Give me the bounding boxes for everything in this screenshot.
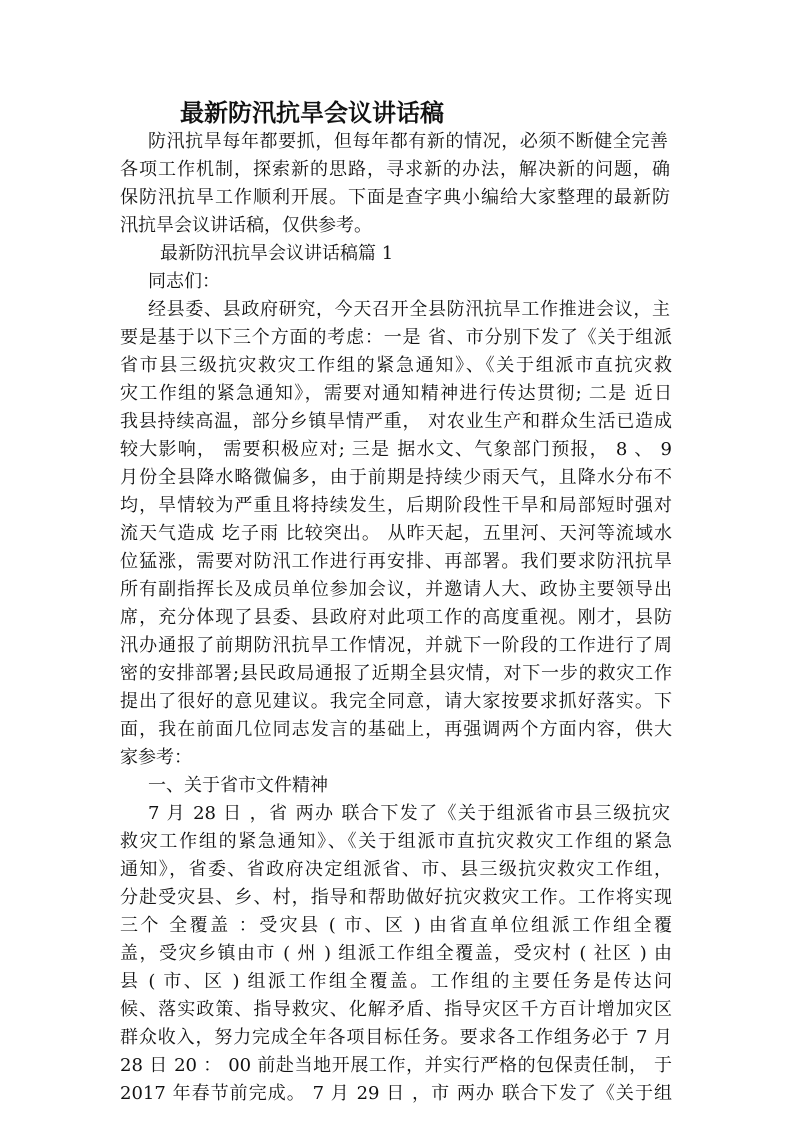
body-text-line: 同志们： [148,271,220,292]
body-text-line: 提出了很好的意见建议。我完全同意，请大家按要求抓好落实。下 [120,691,672,712]
body-text-line: 候、落实政策、指导救灾、化解矛盾、指导灾区千方百计增加灾区 [120,999,672,1020]
body-text-line: 保防汛抗旱工作顺利开展。下面是查字典小编给大家整理的最新防 [120,187,670,208]
body-text-line: 密的安排部署;县民政局通报了近期全县灾情，对下一步的救灾工作 [120,663,672,684]
body-text-line: 盖，受灾乡镇由市 ( 州 ) 组派工作组全覆盖，受灾村 ( 社区 ) 由 [120,943,672,964]
body-text-line: 三个 全覆盖 ：受灾县 ( 市、区 ) 由省直单位组派工作组全覆 [120,915,672,936]
body-text-line: 7 月 28 日 ，省 两办 联合下发了《关于组派省市县三级抗灾 [148,803,670,824]
body-text-line: 救灾工作组的紧急通知》、《关于组派市直抗灾救灾工作组的紧急 [120,831,672,852]
document-title: 最新防汛抗旱会议讲话稿 [180,98,444,127]
body-text-line: 最新防汛抗旱会议讲话稿篇 1 [160,243,394,264]
body-text-line: 省市县三级抗灾救灾工作组的紧急通知》、《关于组派市直抗灾救 [120,355,672,376]
body-text-line: 通知》，省委、省政府决定组派省、市、县三级抗灾救灾工作组， [120,859,672,880]
body-text-line: 面，我在前面几位同志发言的基础上，再强调两个方面内容，供大 [120,719,672,740]
body-text-line: 均，旱情较为严重且将持续发生，后期阶段性干旱和局部短时强对 [120,495,672,516]
body-text-line: 要是基于以下三个方面的考虑：一是 省、市分别下发了《关于组派 [120,327,672,348]
body-text-line: 家参考： [120,747,192,768]
body-text-line: 一、关于省市文件精神 [148,775,328,796]
body-text-line: 群众收入，努力完成全年各项目标任务。要求各工作组务必于 7 月 [120,1027,672,1048]
body-text-line: 各项工作机制，探索新的思路，寻求新的办法，解决新的问题，确 [120,159,670,180]
body-text-line: 位猛涨，需要对防汛工作进行再安排、再部署。我们要求防汛抗旱 [120,551,672,572]
body-text-line: 分赴受灾县、乡、村，指导和帮助做好抗灾救灾工作。工作将实现 [120,887,672,908]
body-text-line: 流天气造成 圪子雨 比较突出。 从昨天起，五里河、天河等流域水 [120,523,672,544]
body-text-line: 灾工作组的紧急通知》，需要对通知精神进行传达贯彻; 二是 近日 [120,383,672,404]
body-text-line: 月份全县降水略微偏多，由于前期是持续少雨天气，且降水分布不 [120,467,672,488]
body-text-line: 县 ( 市、区 ) 组派工作组全覆盖。工作组的主要任务是传达问 [120,971,672,992]
body-text-line: 28 日 20 ： 00 前赴当地开展工作，并实行严格的包保责任制， 于 [120,1055,672,1076]
body-text-line: 较大影响， 需要积极应对; 三是 据水文、气象部门预报， 8 、 9 [120,439,672,460]
body-text-line: 汛抗旱会议讲话稿，仅供参考。 [120,215,372,236]
body-text-line: 经县委、县政府研究，今天召开全县防汛抗旱工作推进会议，主 [148,299,670,320]
body-text-line: 汛办通报了前期防汛抗旱工作情况，并就下一阶段的工作进行了周 [120,635,672,656]
body-text-line: 所有副指挥长及成员单位参加会议，并邀请人大、政协主要领导出 [120,579,672,600]
body-text-line: 我县持续高温，部分乡镇旱情严重， 对农业生产和群众生活已造成 [120,411,672,432]
body-text-line: 席，充分体现了县委、县政府对此项工作的高度重视。刚才，县防 [120,607,672,628]
body-text-line: 2017 年春节前完成。 7 月 29 日 ，市 两办 联合下发了《关于组 [120,1083,672,1104]
body-text-line: 防汛抗旱每年都要抓，但每年都有新的情况，必须不断健全完善 [148,131,668,152]
